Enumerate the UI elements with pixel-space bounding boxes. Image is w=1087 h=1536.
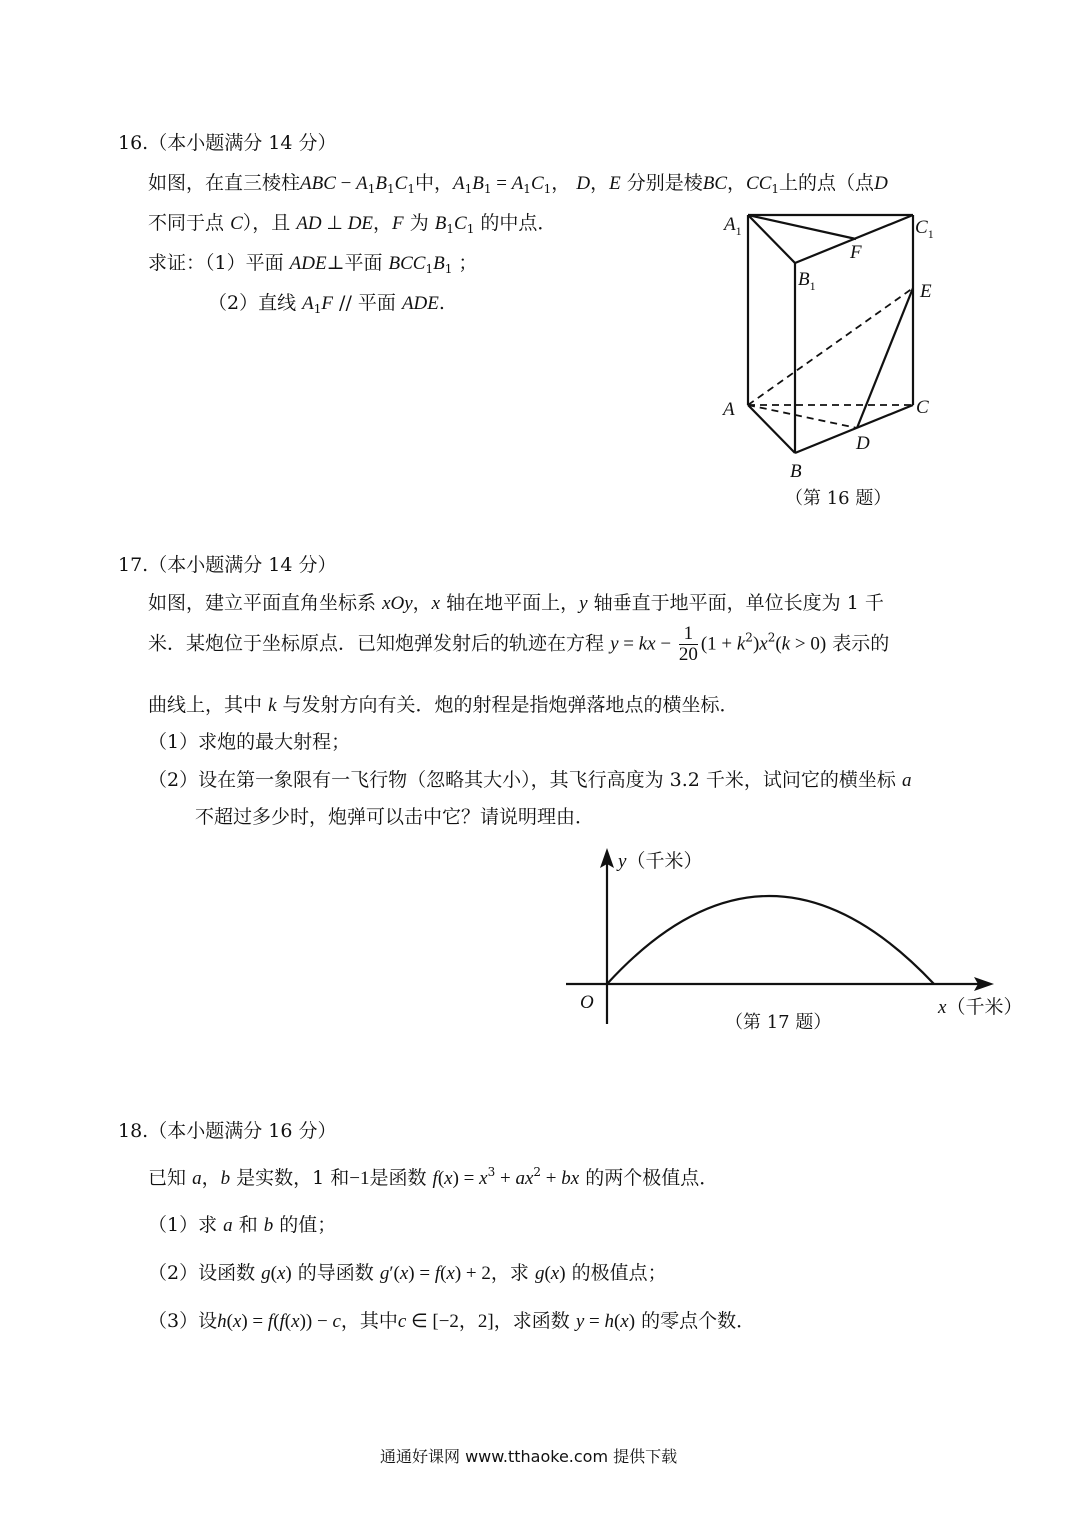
q17-text-line1: 如图，建立平面直角坐标系 xOy，x 轴在地平面上，y 轴垂直于地平面，单位长度为 1 千: [148, 592, 884, 614]
label-C: C: [916, 397, 929, 418]
edge-DE: [857, 288, 913, 428]
footer-source: 通通好课网 www.tthaoke.com 提供下载: [380, 1447, 678, 1466]
q17-caption: （第 17 题）: [725, 1012, 832, 1033]
q17-heading: 17.（本小题满分 14 分）: [118, 554, 337, 576]
q17-text-line2: 米．某炮位于坐标原点．已知炮弹发射后的轨迹在方程 y = kx − $\frac{1}{20}$ $(1 + k^2)x^2(k > 0)$ 表示的: [148, 623, 890, 665]
label-A: A: [723, 399, 735, 420]
trajectory-curve: [607, 896, 934, 984]
edge-AB: [748, 405, 795, 453]
q18-part3: （3）设h(x) = f(f(x)) − c，其中c ∈ [−2，2]，求函数 y = h(x) 的零点个数．: [148, 1310, 756, 1332]
dashed-AE: [748, 288, 913, 405]
x-axis-label: x（千米）: [938, 996, 1023, 1018]
q16-proof-2: （2）直线 $A_1F$ // 平面 ADE.: [208, 292, 445, 316]
q16-heading: 16.（本小题满分 14 分）: [118, 132, 337, 154]
label-C1: $C_1$: [915, 217, 934, 241]
origin-label: O: [580, 992, 594, 1013]
q17-text-line3: 曲线上，其中 k 与发射方向有关．炮的射程是指炮弹落地点的横坐标．: [148, 694, 739, 716]
q16-proof-1: 求证：（1）平面 ADE⊥平面 $BCC_1B_1$ ；: [148, 252, 478, 276]
q16-text-line2: 不同于点 C），且 AD ⊥ DE，F 为 $B_1C_1$ 的中点．: [148, 212, 557, 236]
label-A1: $A_1$: [724, 214, 742, 238]
q18-text-line1: 已知 a，b 是实数，1 和−1是函数 $f(x) = x^3 + ax^2$ + bx 的两个极值点．: [148, 1165, 719, 1189]
q17-part2-line2: 不超过多少时，炮弹可以击中它？请说明理由．: [195, 806, 595, 828]
label-D: D: [856, 433, 870, 454]
q18-part1: （1）求 a 和 b 的值；: [148, 1214, 337, 1236]
y-axis-label: y（千米）: [618, 850, 703, 872]
edge-A1F: [748, 215, 856, 239]
edge-A1B1: [748, 215, 795, 263]
label-F: F: [850, 242, 862, 263]
label-B: B: [790, 461, 802, 482]
dashed-AD: [748, 405, 857, 428]
prism-figure: [710, 195, 950, 485]
q18-part2: （2）设函数 g(x) 的导函数 g′(x) = f(x) + 2，求 g(x) 的极值点；: [148, 1262, 667, 1284]
q17-part2-line1: （2）设在第一象限有一飞行物（忽略其大小），其飞行高度为 3.2 千米，试问它的横坐标 a: [148, 769, 912, 791]
label-E: E: [920, 281, 932, 302]
q16-caption: （第 16 题）: [785, 488, 892, 509]
q16-text-line1: 如图，在直三棱柱ABC − $A_1B_1C_1$中，$A_1B_1 = A_1C_1$， D，E 分别是棱BC，$CC_1$上的点（点D: [148, 172, 888, 196]
label-B1: $B_1$: [798, 269, 816, 293]
q18-heading: 18.（本小题满分 16 分）: [118, 1120, 337, 1142]
edge-BC: [795, 405, 913, 453]
q17-part1: （1）求炮的最大射程；: [148, 731, 351, 753]
